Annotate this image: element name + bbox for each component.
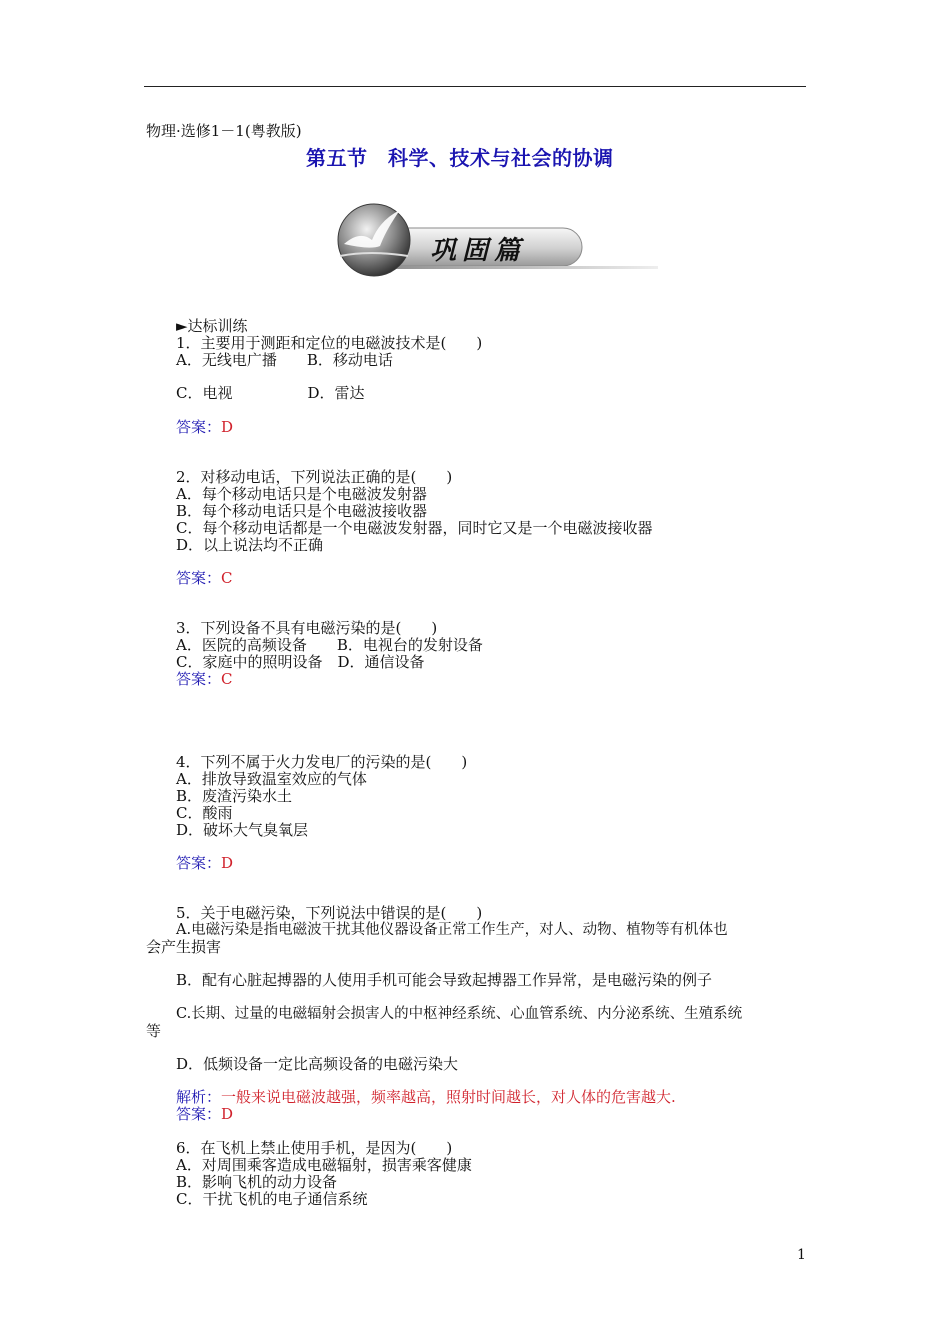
- answer-value: D: [221, 1105, 234, 1123]
- answer-value: D: [221, 418, 234, 436]
- question-4-option-c: C．酸雨: [176, 804, 233, 822]
- answer-label: 答案：: [176, 1105, 222, 1123]
- answer-3: [176, 671, 233, 688]
- question-5-option-a-cont: 会产生损害: [146, 938, 222, 956]
- header-rule: [144, 86, 806, 87]
- question-5-option-c-cont: 等: [146, 1022, 162, 1040]
- question-1-stem: 1．主要用于测距和定位的电磁波技术是( ): [176, 334, 483, 352]
- question-2-stem: 2．对移动电话，下列说法正确的是( ): [176, 468, 453, 486]
- question-4-stem: 4．下列不属于火力发电厂的污染的是( ): [176, 753, 468, 771]
- question-4-option-b: B．废渣污染水土: [176, 787, 293, 805]
- analysis-label: 解析：: [176, 1088, 222, 1106]
- question-2-option-a: A．每个移动电话只是个电磁波发射器: [176, 485, 427, 503]
- question-4-option-d: D．破坏大气臭氧层: [176, 821, 309, 839]
- section-banner: [330, 200, 660, 280]
- answer-value: D: [221, 854, 234, 872]
- answer-1: [176, 419, 233, 436]
- answer-label: 答案：: [176, 670, 222, 688]
- question-2-option-b: B．每个移动电话只是个电磁波接收器: [176, 502, 428, 520]
- answer-5: [176, 1106, 233, 1123]
- question-6-option-a: A．对周围乘客造成电磁辐射，损害乘客健康: [176, 1156, 472, 1174]
- answer-value: C: [221, 569, 233, 587]
- answer-2: [176, 570, 233, 587]
- question-6-option-c: C．干扰飞机的电子通信系统: [176, 1190, 368, 1208]
- answer-value: C: [221, 670, 233, 688]
- course-label: 物理·选修1－1(粤教版): [146, 122, 302, 140]
- question-5-stem: 5．关于电磁污染，下列说法中错误的是( ): [176, 904, 483, 922]
- question-6-option-b: B．影响飞机的动力设备: [176, 1173, 338, 1191]
- question-5-option-b: B．配有心脏起搏器的人使用手机可能会导致起搏器工作异常，是电磁污染的例子: [176, 971, 713, 989]
- question-3-options-cd: C．家庭中的照明设备 D．通信设备: [176, 653, 425, 671]
- question-3-stem: 3．下列设备不具有电磁污染的是( ): [176, 619, 438, 637]
- answer-label: 答案：: [176, 418, 222, 436]
- answer-label: 答案：: [176, 569, 222, 587]
- analysis-5: [176, 1089, 676, 1106]
- page-number: 1: [797, 1247, 806, 1263]
- question-3-options-ab: A．医院的高频设备 B．电视台的发射设备: [176, 636, 483, 654]
- question-5-option-a: A.电磁污染是指电磁波干扰其他仪器设备正常工作生产，对人、动物、植物等有机体也: [176, 922, 728, 938]
- answer-4: [176, 855, 233, 872]
- section-heading: ►达标训练: [176, 317, 248, 335]
- page-title: 第五节 科学、技术与社会的协调: [306, 146, 614, 170]
- banner-text: 巩固篇: [430, 236, 527, 266]
- question-5-option-c: C.长期、过量的电磁辐射会损害人的中枢神经系统、心血管系统、内分泌系统、生殖系统: [176, 1006, 743, 1022]
- question-2-option-c: C．每个移动电话都是一个电磁波发射器，同时它又是一个电磁波接收器: [176, 519, 653, 537]
- question-6-stem: 6．在飞机上禁止使用手机，是因为( ): [176, 1139, 453, 1157]
- analysis-text: 一般来说电磁波越强，频率越高，照射时间越长，对人体的危害越大.: [221, 1088, 676, 1106]
- answer-label: 答案：: [176, 854, 222, 872]
- question-5-option-d: D．低频设备一定比高频设备的电磁污染大: [176, 1055, 459, 1073]
- question-4-option-a: A．排放导致温室效应的气体: [176, 770, 367, 788]
- question-2-option-d: D．以上说法均不正确: [176, 536, 324, 554]
- question-1-options-cd: C．电视 D．雷达: [176, 384, 365, 402]
- question-1-options-ab: A．无线电广播 B．移动电话: [176, 351, 393, 369]
